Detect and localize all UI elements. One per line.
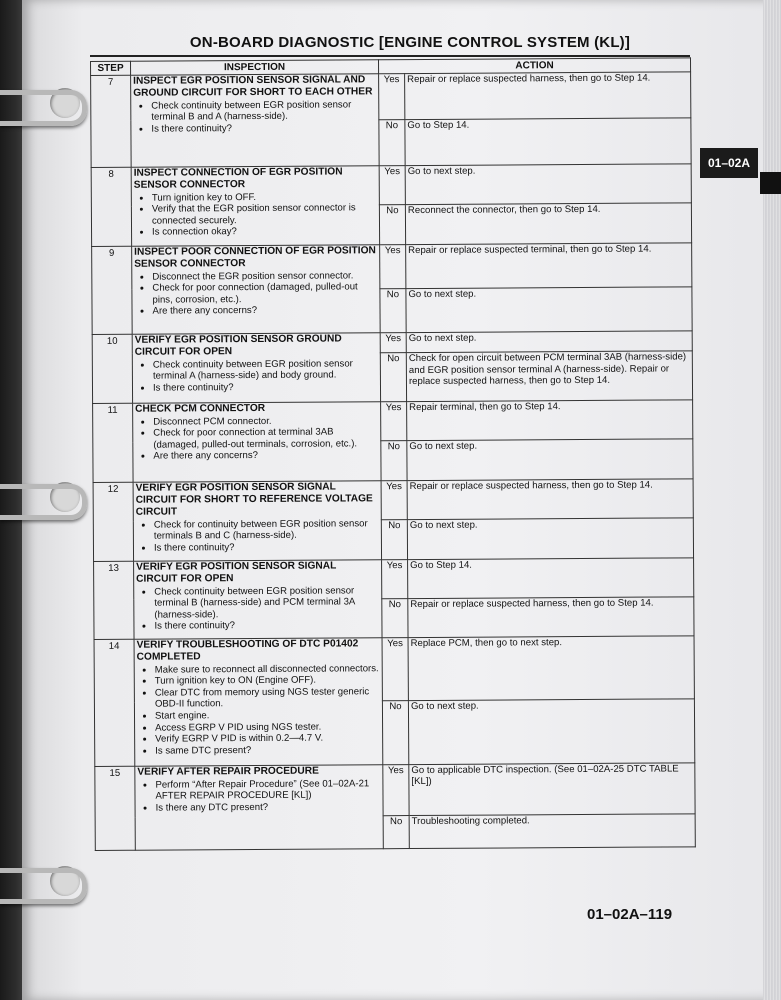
inspection-steps [136, 518, 379, 554]
no-label: No [382, 598, 408, 637]
yes-action: Repair or replace suspected terminal, then go to Step 14. [406, 242, 692, 288]
inspection-step-item: • Disconnect the EGR position sensor connector. [152, 270, 377, 283]
inspection-step-item: • Are there any concerns? [153, 450, 378, 463]
inspection-title: INSPECT CONNECTION OF EGR POSITION SENSOR CONNECTOR [133, 166, 343, 191]
inspection-step-item: • Check for continuity between EGR position sensor terminals B and C (harness-side). [154, 518, 379, 543]
step-number: 10 [92, 334, 132, 403]
inspection-steps [134, 270, 377, 318]
inspection-cell [135, 764, 384, 850]
binder-ring [0, 90, 87, 126]
no-action: Go to next step. [407, 518, 693, 559]
inspection-cell [131, 73, 380, 167]
table-row [94, 635, 694, 702]
inspection-cell [131, 165, 379, 246]
step-number: 9 [92, 246, 133, 334]
yes-action: Replace PCM, then go to next step. [408, 635, 694, 700]
section-tab: 01–02A [700, 148, 758, 178]
inspection-step-item: • Turn ignition key to ON (Engine OFF). [155, 674, 380, 687]
inspection-cell [132, 244, 381, 334]
section-tab-marker [760, 172, 781, 194]
inspection-step-item: • Access EGRP V PID using NGS tester. [155, 721, 380, 734]
inspection-title: VERIFY EGR POSITION SENSOR SIGNAL CIRCUIT FOR SHORT TO REFERENCE VOLTAGE CIRCUIT [135, 481, 373, 518]
yes-label: Yes [379, 73, 405, 119]
no-action: Repair or replace suspected harness, then go to Step 14. [408, 596, 694, 637]
inspection-title: VERIFY EGR POSITION SENSOR GROUND CIRCUIT FOR OPEN [134, 333, 342, 358]
inspection-step-item: • Turn ignition key to OFF. [152, 191, 377, 204]
yes-label: Yes [379, 165, 405, 205]
step-number: 14 [94, 639, 135, 766]
no-action: Reconnect the connector, then go to Step 14. [405, 203, 691, 244]
inspection-step-item: • Is there continuity? [153, 381, 378, 394]
no-label: No [379, 119, 405, 165]
inspection-step-item: • Check continuity between EGR position sensor terminal B (harness-side) and PCM terminal 3A (harness-side). [154, 585, 379, 621]
inspection-steps [133, 99, 376, 135]
inspection-step-item: • Is there continuity? [154, 620, 379, 633]
step-number: 12 [93, 482, 133, 561]
inspection-steps [135, 415, 378, 463]
inspection-step-item: • Is there any DTC present? [156, 801, 381, 814]
no-action: Go to next step. [408, 699, 694, 764]
inspection-step-item: • Disconnect PCM connector. [153, 415, 378, 428]
step-number: 11 [93, 403, 133, 482]
inspection-step-item: • Verify EGRP V PID is within 0.2—4.7 V. [155, 732, 380, 745]
inspection-step-item: • Make sure to reconnect all disconnected connectors. [155, 663, 380, 676]
inspection-step-item: • Is there continuity? [151, 122, 376, 135]
yes-label: Yes [381, 401, 407, 441]
inspection-title: VERIFY TROUBLESHOOTING OF DTC P01402 COMPLETED [136, 637, 359, 663]
table-row [92, 242, 692, 290]
table-body [91, 71, 696, 850]
inspection-step-item: • Is same DTC present? [155, 744, 380, 757]
no-action: Go to next step. [407, 439, 693, 480]
inspection-title: CHECK PCM CONNECTOR [135, 402, 266, 415]
table-row [94, 557, 694, 600]
inspection-step-item: • Check continuity between EGR position sensor terminal A (harness-side) and body ground. [153, 358, 378, 383]
inspection-steps [137, 778, 380, 814]
step-number: 13 [94, 561, 134, 639]
inspection-header: INSPECTION [131, 60, 379, 75]
inspection-title: VERIFY EGR POSITION SENSOR SIGNAL CIRCUIT FOR OPEN [136, 560, 337, 585]
inspection-steps [136, 585, 379, 633]
inspection-step-item: • Are there any concerns? [152, 305, 377, 318]
yes-label: Yes [382, 637, 408, 701]
binder-ring [0, 868, 87, 904]
inspection-title: VERIFY AFTER REPAIR PROCEDURE [137, 765, 319, 778]
title-rule [90, 55, 690, 57]
inspection-step-item: • Check for poor connection at terminal 3AB (damaged, pulled-out terminals, corrosion, etc.). [153, 426, 378, 451]
yes-action: Repair or replace suspected harness, then go to Step 14. [407, 478, 693, 519]
no-label: No [380, 288, 406, 332]
step-number: 15 [95, 766, 136, 850]
page-title: ON-BOARD DIAGNOSTIC [ENGINE CONTROL SYSTEM (KL)] [189, 34, 631, 51]
no-label: No [379, 205, 405, 245]
table-row [95, 762, 695, 818]
no-action: Go to next step. [406, 286, 692, 332]
no-label: No [383, 816, 409, 848]
table-row [93, 399, 693, 442]
inspection-step-item: • Check for poor connection (damaged, pulled-out pins, corrosion, etc.). [152, 281, 377, 306]
inspection-steps [134, 191, 377, 239]
binder-ring [0, 484, 87, 520]
inspection-title: INSPECT POOR CONNECTION OF EGR POSITION SENSOR CONNECTOR [134, 244, 376, 270]
inspection-cell [134, 637, 383, 766]
no-label: No [380, 353, 406, 402]
yes-action: Repair or replace suspected harness, then go to Step 14. [405, 71, 691, 119]
inspection-steps [135, 358, 378, 394]
inspection-step-item: • Verify that the EGR position sensor connector is connected securely. [152, 202, 377, 227]
inspection-cell [133, 480, 381, 561]
yes-label: Yes [382, 559, 408, 598]
inspection-step-item: • Check continuity between EGR position sensor terminal B and A (harness-side). [151, 99, 376, 124]
page-number: 01–02A–119 [587, 906, 673, 923]
inspection-step-item: • Start engine. [155, 709, 380, 722]
inspection-step-item: • Is connection okay? [152, 226, 377, 239]
inspection-step-item: • Perform “After Repair Procedure” (See 01–02A-21 AFTER REPAIR PROCEDURE [KL]) [155, 778, 380, 803]
no-action: Check for open circuit between PCM terminal 3AB (harness-side) and EGR position sensor terminal A (harness-side). Repair or replace suspected harness, then go to Step 14. [406, 351, 692, 401]
page-stack-edge [763, 0, 781, 1000]
inspection-step-item: • Clear DTC from memory using NGS tester generic OBD-II function. [155, 686, 380, 711]
inspection-steps [137, 663, 381, 757]
yes-label: Yes [380, 244, 406, 288]
inspection-step-item: • Is there continuity? [154, 541, 379, 554]
no-label: No [381, 520, 407, 560]
no-label: No [381, 441, 407, 481]
yes-action: Go to applicable DTC inspection. (See 01–02A-25 DTC TABLE [KL]) [409, 762, 695, 816]
table-row [91, 163, 691, 206]
no-label: No [382, 701, 408, 765]
no-action: Troubleshooting completed. [409, 814, 695, 848]
step-number: 7 [91, 75, 132, 167]
yes-label: Yes [380, 332, 406, 353]
yes-label: Yes [383, 764, 409, 816]
inspection-title: INSPECT EGR POSITION SENSOR SIGNAL AND GROUND CIRCUIT FOR SHORT TO EACH OTHER [133, 73, 373, 99]
table-row [91, 71, 691, 121]
yes-action: Go to Step 14. [408, 557, 694, 598]
inspection-cell [134, 559, 382, 639]
yes-action: Go to next step. [405, 163, 691, 204]
yes-label: Yes [381, 480, 407, 520]
no-action: Go to Step 14. [405, 117, 691, 165]
inspection-cell [132, 332, 380, 403]
inspection-cell [133, 401, 381, 482]
action-header: ACTION [378, 58, 690, 73]
yes-action: Go to next step. [406, 330, 692, 352]
table-row [93, 478, 693, 521]
step-number: 8 [91, 167, 131, 246]
diagnostic-table [90, 57, 696, 850]
step-header: STEP [91, 61, 131, 75]
yes-action: Repair terminal, then go to Step 14. [407, 399, 693, 440]
